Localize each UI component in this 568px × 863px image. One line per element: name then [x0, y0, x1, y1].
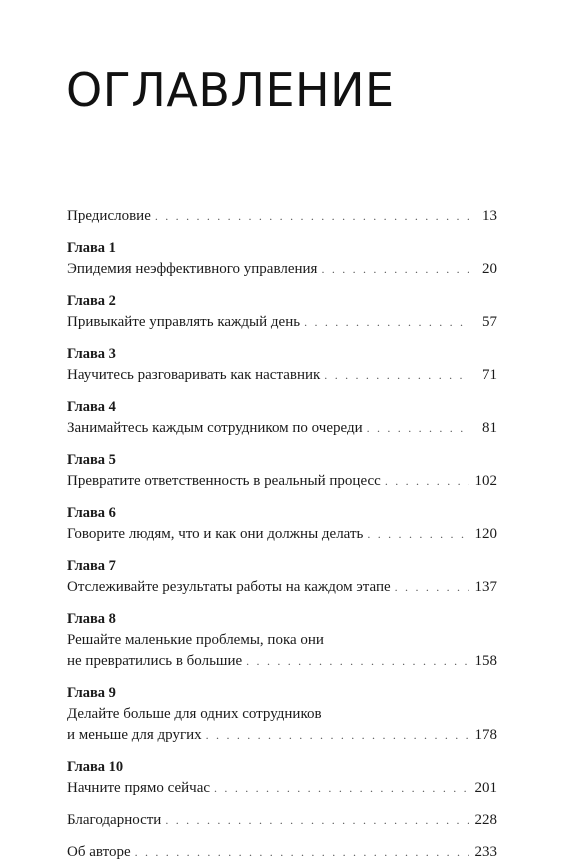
entry-title: и меньше для других	[67, 727, 202, 743]
toc-entry[interactable]	[67, 503, 497, 545]
toc-row	[67, 725, 497, 746]
chapter-label: Глава 7	[67, 558, 116, 574]
page-number: 228	[474, 812, 497, 828]
entry-title: Предисловие	[67, 208, 151, 224]
toc-entry[interactable]	[67, 683, 497, 746]
page-number: 137	[474, 579, 497, 595]
entry-title: Об авторе	[67, 844, 131, 860]
chapter-label: Глава 6	[67, 505, 116, 521]
toc-entry[interactable]	[67, 842, 497, 863]
chapter-label: Глава 1	[67, 240, 116, 256]
page-number: 201	[474, 780, 497, 796]
entry-title: не превратились в большие	[67, 653, 243, 669]
table-of-contents	[67, 206, 497, 863]
entry-title: Занимайтесь каждым сотрудником по очереди	[67, 420, 363, 436]
dot-leader	[395, 577, 469, 598]
toc-row	[67, 842, 497, 863]
toc-row	[67, 577, 497, 598]
toc-entry[interactable]	[67, 344, 497, 386]
toc-entry[interactable]	[67, 556, 497, 598]
entry-title: Научитесь разговаривать как наставник	[67, 367, 321, 383]
dot-leader	[367, 418, 469, 439]
dot-leader	[206, 725, 469, 746]
dot-leader	[246, 651, 468, 672]
toc-row	[67, 206, 497, 227]
chapter-label: Глава 8	[67, 611, 116, 627]
page-number: 13	[482, 208, 497, 224]
chapter-label: Глава 5	[67, 452, 116, 468]
entry-title-line: Делайте больше для одних сотрудников	[67, 706, 322, 722]
dot-leader	[321, 259, 469, 280]
entry-title-line: Решайте маленькие проблемы, пока они	[67, 632, 324, 648]
chapter-label: Глава 2	[67, 293, 116, 309]
toc-row	[67, 418, 497, 439]
page-number: 71	[482, 367, 497, 383]
dot-leader	[367, 524, 468, 545]
toc-entry[interactable]	[67, 291, 497, 333]
toc-entry[interactable]	[67, 238, 497, 280]
chapter-label: Глава 4	[67, 399, 116, 415]
toc-row	[67, 312, 497, 333]
toc-row	[67, 365, 497, 386]
chapter-label: Глава 10	[67, 759, 124, 775]
toc-row	[67, 259, 497, 280]
dot-leader	[155, 206, 469, 227]
toc-row	[67, 651, 497, 672]
page-number: 81	[482, 420, 497, 436]
entry-title: Начните прямо сейчас	[67, 780, 211, 796]
toc-entry[interactable]	[67, 757, 497, 799]
page-number: 20	[482, 261, 497, 277]
toc-entry[interactable]	[67, 206, 497, 227]
dot-leader	[304, 312, 469, 333]
dot-leader	[385, 471, 469, 492]
entry-title: Благодарности	[67, 812, 162, 828]
dot-leader	[135, 842, 469, 863]
toc-entry[interactable]	[67, 609, 497, 672]
page-number: 57	[482, 314, 497, 330]
dot-leader	[165, 810, 468, 831]
entry-title: Превратите ответственность в реальный процесс	[67, 473, 381, 489]
toc-row	[67, 471, 497, 492]
toc-entry[interactable]	[67, 397, 497, 439]
page-number: 120	[474, 526, 497, 542]
toc-row	[67, 810, 497, 831]
page-number: 178	[474, 727, 497, 743]
page-number: 102	[474, 473, 497, 489]
chapter-label: Глава 3	[67, 346, 116, 362]
dot-leader	[324, 365, 469, 386]
entry-title: Привыкайте управлять каждый день	[67, 314, 301, 330]
toc-entry[interactable]	[67, 450, 497, 492]
entry-title: Эпидемия неэффективного управления	[67, 261, 318, 277]
entry-title: Отслеживайте результаты работы на каждом этапе	[67, 579, 391, 595]
toc-entry[interactable]	[67, 810, 497, 831]
dot-leader	[214, 778, 468, 799]
page-number: 158	[474, 653, 497, 669]
page-number: 233	[474, 844, 497, 860]
page-title: ОГЛАВЛЕНИЕ	[66, 63, 395, 117]
entry-title: Говорите людям, что и как они должны делать	[67, 526, 364, 542]
chapter-label: Глава 9	[67, 685, 116, 701]
toc-row	[67, 778, 497, 799]
toc-row	[67, 524, 497, 545]
